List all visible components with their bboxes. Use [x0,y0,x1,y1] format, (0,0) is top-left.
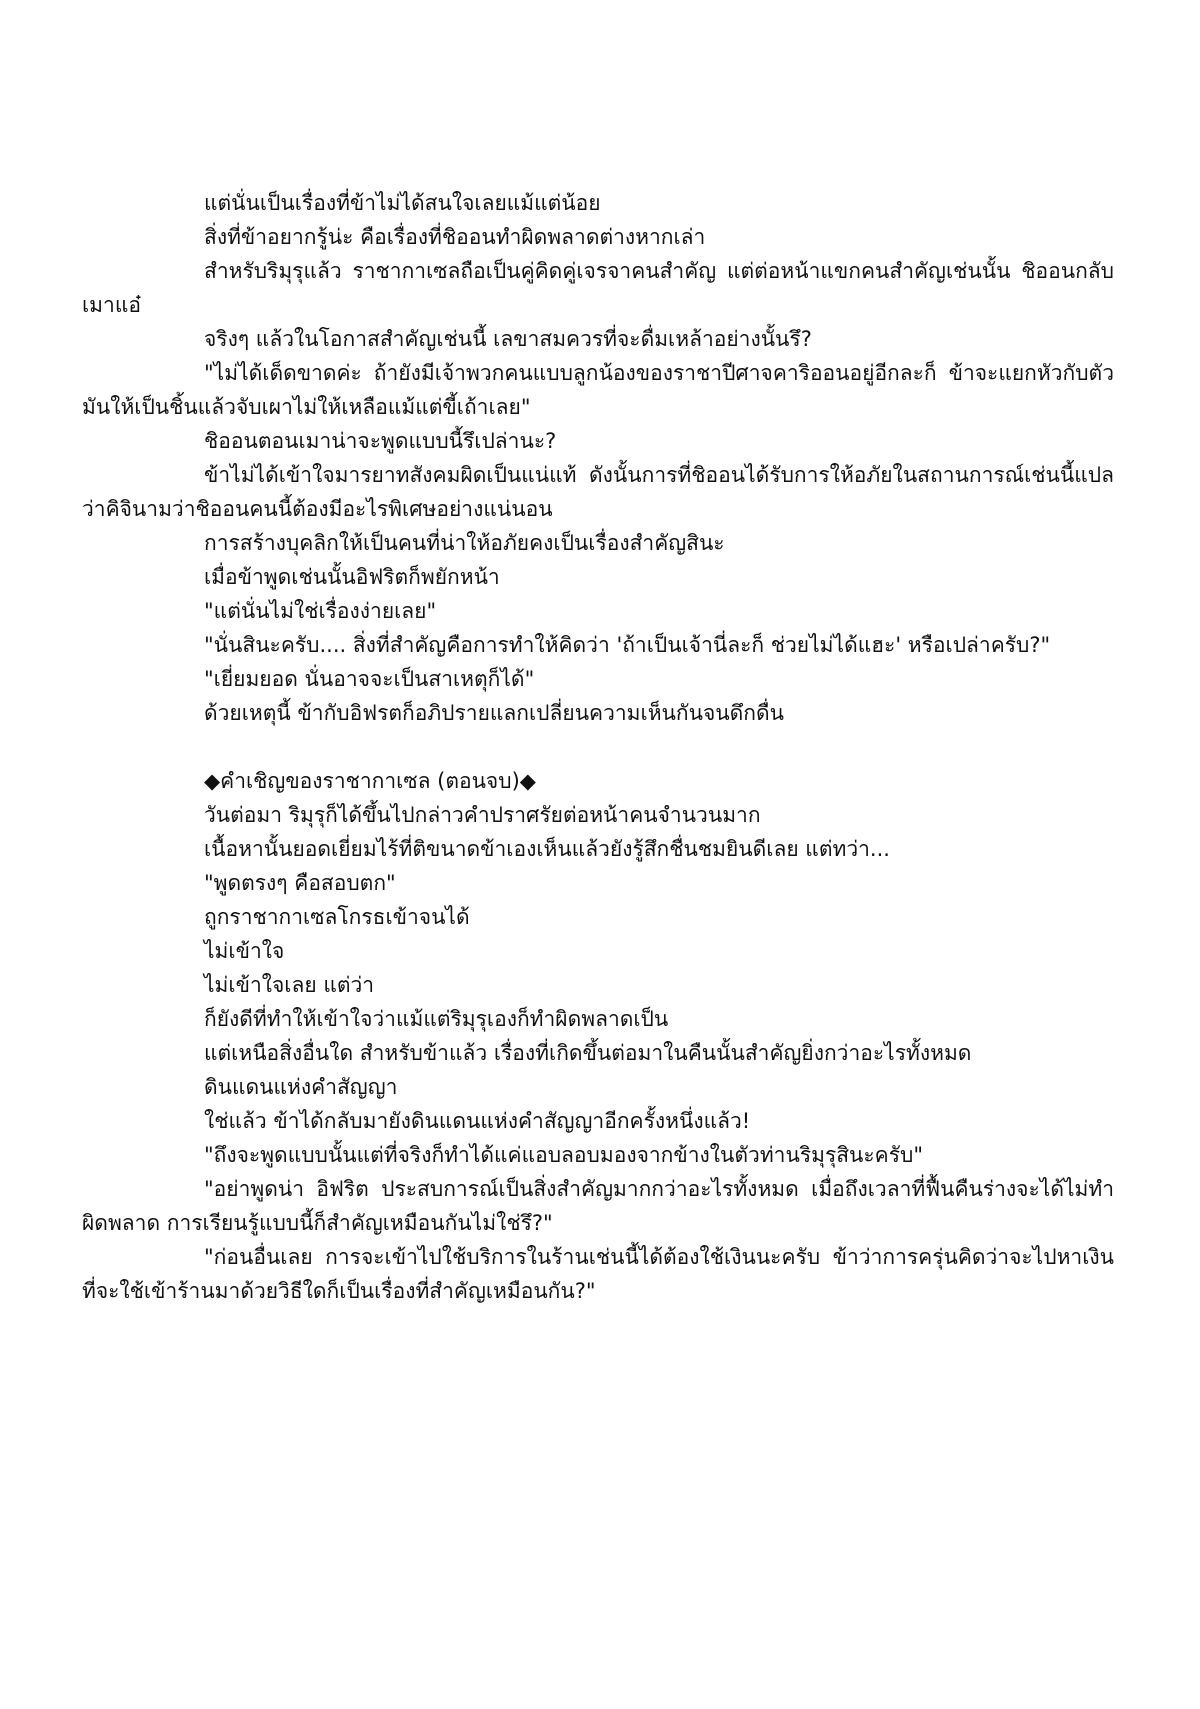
section-break [82,730,1114,764]
paragraph: ใช่แล้ว ข้าได้กลับมายังดินแดนแห่งคำสัญญาอีกครั้งหนึ่งแล้ว! [204,1109,751,1133]
paragraph: สิ่งที่ข้าอยากรู้น่ะ คือเรื่องที่ชิออนทำผิดพลาดต่างหากเล่า [204,225,706,249]
paragraph: "แต่นั่นไม่ใช่เรื่องง่ายเลย" [204,599,437,623]
paragraph: เนื้อหานั้นยอดเยี่ยมไร้ที่ติขนาดข้าเองเห็นแล้วยังรู้สึกชื่นชมยินดีเลย แต่ทว่า... [204,837,890,861]
paragraph: ชิออนตอนเมาน่าจะพูดแบบนี้รึเปล่านะ? [204,429,557,453]
paragraph: "เยี่ยมยอด นั่นอาจจะเป็นสาเหตุก็ได้" [204,667,535,691]
paragraph: ก็ยังดีที่ทำให้เข้าใจว่าแม้แต่ริมุรุเองก็ทำผิดพลาดเป็น [204,1007,669,1031]
paragraph: แต่นั่นเป็นเรื่องที่ข้าไม่ได้สนใจเลยแม้แต่น้อย [204,191,601,215]
paragraph: ด้วยเหตุนี้ ข้ากับอิฟรตก็อภิปรายแลกเปลี่ยนความเห็นกันจนดึกดื่น [204,701,784,725]
paragraph: เมื่อข้าพูดเช่นนั้นอิฟริตก็พยักหน้า [204,565,500,589]
paragraph: "ไม่ได้เด็ดขาดค่ะ ถ้ายังมีเจ้าพวกคนแบบลูกน้องของราชาปีศาจคาริออนอยู่อีกละก็ ข้าจะแยกหัวกับตัวมันให้เป็นชิ้นแล้วจับเผาไม่ให้เหลือแม้แต่ขี้เถ้าเลย" [82,361,1114,419]
paragraph: "ถึงจะพูดแบบนั้นแต่ที่จริงก็ทำได้แค่แอบลอบมองจากข้างในตัวท่านริมุรุสินะครับ" [204,1143,923,1167]
paragraph: จริงๆ แล้วในโอกาสสำคัญเช่นนี้ เลขาสมควรที่จะดื่มเหล้าอย่างนั้นรึ? [204,327,812,351]
paragraph: "นั่นสินะครับ.... สิ่งที่สำคัญคือการทำให้คิดว่า 'ถ้าเป็นเจ้านี่ละก็ ช่วยไม่ได้แฮะ' หรือเปล่าครับ?" [204,633,1051,657]
paragraph: การสร้างบุคลิกให้เป็นคนที่น่าให้อภัยคงเป็นเรื่องสำคัญสินะ [204,531,725,555]
paragraph: "อย่าพูดน่า อิฟริต ประสบการณ์เป็นสิ่งสำคัญมากกว่าอะไรทั้งหมด เมื่อถึงเวลาที่ฟื้นคืนร่างจะได้ไม่ทำผิดพลาด การเรียนรู้แบบนี้ก็สำคัญเหมือนกันไม่ใช่รึ?" [82,1177,1114,1235]
paragraph: วันต่อมา ริมุรุก็ได้ขึ้นไปกล่าวคำปราศรัยต่อหน้าคนจำนวนมาก [204,803,761,827]
paragraph: ไม่เข้าใจ [204,939,285,963]
paragraph: "ก่อนอื่นเลย การจะเข้าไปใช้บริการในร้านเช่นนี้ได้ต้องใช้เงินนะครับ ข้าว่าการครุ่นคิดว่าจะไปหาเงินที่จะใช้เข้าร้านมาด้วยวิธีใดก็เป็นเรื่องที่สำคัญเหมือนกัน?" [82,1245,1114,1303]
paragraph: แต่เหนือสิ่งอื่นใด สำหรับข้าแล้ว เรื่องที่เกิดขึ้นต่อมาในคืนนั้นสำคัญยิ่งกว่าอะไรทั้งหมด [204,1041,972,1065]
section-heading: ◆คำเชิญของราชากาเซล (ตอนจบ)◆ [204,769,536,793]
novel-text-body [82,186,1114,1308]
paragraph: ดินแดนแห่งคำสัญญา [204,1075,398,1099]
paragraph: "พูดตรงๆ คือสอบตก" [204,871,396,895]
paragraph: ข้าไม่ได้เข้าใจมารยาทสังคมผิดเป็นแน่แท้ ดังนั้นการที่ชิออนได้รับการให้อภัยในสถานการณ์เช่นนี้แปลว่าคิจินามว่าชิออนคนนี้ต้องมีอะไรพิเศษอย่างแน่นอน [82,463,1114,521]
paragraph: ถูกราชากาเซลโกรธเข้าจนได้ [204,905,470,929]
paragraph: ไม่เข้าใจเลย แต่ว่า [204,973,375,997]
paragraph: สำหรับริมุรุแล้ว ราชากาเซลถือเป็นคู่คิดคู่เจรจาคนสำคัญ แต่ต่อหน้าแขกคนสำคัญเช่นนั้น ชิออนกลับเมาแอ๋ [82,259,1114,317]
